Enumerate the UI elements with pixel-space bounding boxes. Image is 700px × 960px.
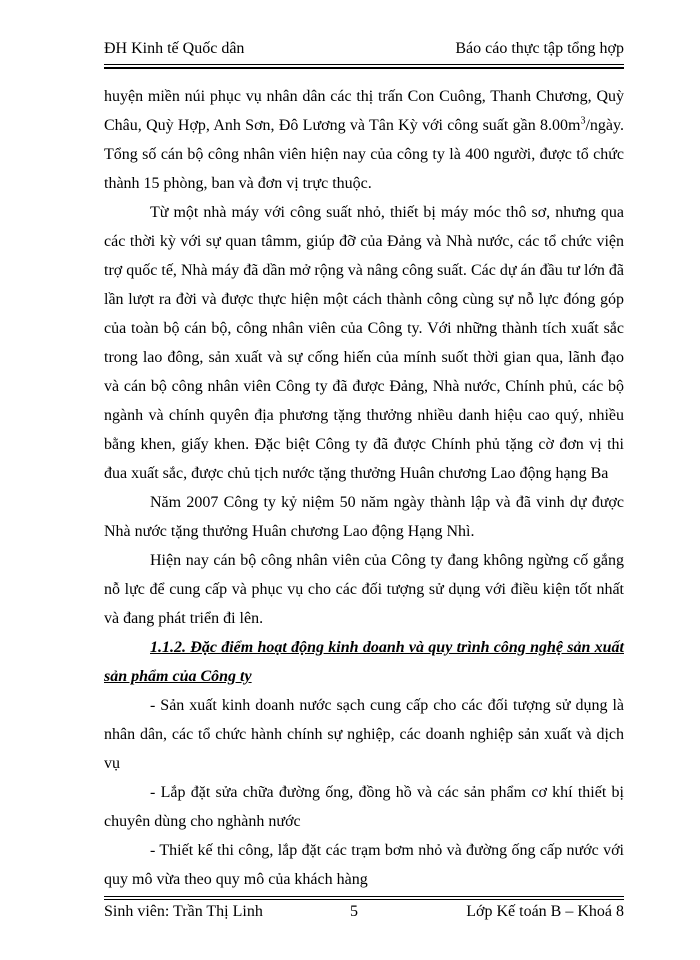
header-report-title: Báo cáo thực tập tổng hợp — [455, 40, 624, 57]
page-header — [104, 38, 624, 62]
list-item: - Thiết kế thi công, lắp đặt các trạm bơm nhỏ và đường ống cấp nước với quy mô vừa theo quy mô của khách hàng — [104, 842, 624, 888]
page-body — [104, 82, 624, 894]
list-item: - Sản xuất kinh doanh nước sạch cung cấp cho các đối tượng sử dụng là nhân dân, các tổ chức hành chính sự nghiệp, các doanh nghiệp sản xuất và dịch vụ — [104, 697, 624, 772]
paragraph-history: Từ một nhà máy với công suất nhỏ, thiết bị máy móc thô sơ, nhưng qua các thời kỳ với sự quan tâmm, giúp đỡ của Đảng và Nhà nước, các tổ chức viện trợ quốc tế, Nhà máy đã dần mở rộng và nâng công suất. Các dự án đầu tư lớn đã lần lượt ra đời và được thực hiện một cách thành công cùng sự nỗ lực đóng góp của toàn bộ cán bộ, công nhân viên của Công ty. Với những thành tích xuất sắc trong lao đông, sản xuất và sự cống hiến của mính suốt thời gian qua, lãnh đạo và cán bộ công nhân viên Công ty đã được Đảng, Nhà nước, Chính phủ, các bộ ngành và chính quyên địa phương tặng thưởng nhiều danh hiệu cao quý, nhiều bằng khen, giấy khen. Đặc biệt Công ty đã được Chính phủ tặng cờ đơn vị thi đua xuất sắc, được chủ tịch nước tặng thưởng Huân chương Lao động hạng Ba — [104, 204, 624, 482]
footer-divider-1 — [104, 896, 624, 897]
page-number: 5 — [350, 903, 358, 920]
footer-class: Lớp Kế toán B – Khoá 8 — [466, 903, 624, 920]
page-footer — [104, 903, 624, 927]
footer-divider-2 — [104, 899, 624, 900]
header-divider-thin — [104, 64, 624, 65]
unit-superscript: 3 — [580, 115, 586, 127]
paragraph-anniversary: Năm 2007 Công ty kỷ niệm 50 năm ngày thành lập và đã vinh dự được Nhà nước tặng thưởng Huân chương Lao động Hạng Nhì. — [104, 494, 624, 540]
section-heading: 1.1.2. Đặc điểm hoạt động kinh doanh và quy trình công nghệ sản xuất sản phẩm của Công ty — [104, 639, 624, 685]
header-divider-thick — [104, 67, 624, 69]
paragraph-continuation: huyện miền núi phục vụ nhân dân các thị trấn Con Cuông, Thanh Chương, Quỳ Châu, Quỳ Hợp, Anh Sơn, Đô Lương và Tân Kỳ với công suất gần $8.00m^3$/ngày. Tổng số cán bộ công nhân viên hiện nay của công ty là 400 người, được tổ chức thành 15 phòng, ban và đơn vị trực thuộc. — [104, 88, 624, 192]
list-item: - Lắp đặt sửa chữa đường ống, đồng hồ và các sản phẩm cơ khí thiết bị chuyên dùng cho nghành nước — [104, 784, 624, 830]
footer-student: Sinh viên: Trần Thị Linh — [104, 903, 263, 920]
paragraph-current: Hiện nay cán bộ công nhân viên của Công ty đang không ngừng cố gắng nỗ lực để cung cấp và phục vụ cho các đối tượng sử dụng với điều kiện tốt nhất và đang phát triển đi lên. — [104, 552, 624, 627]
header-university: ĐH Kinh tế Quốc dân — [104, 40, 245, 57]
